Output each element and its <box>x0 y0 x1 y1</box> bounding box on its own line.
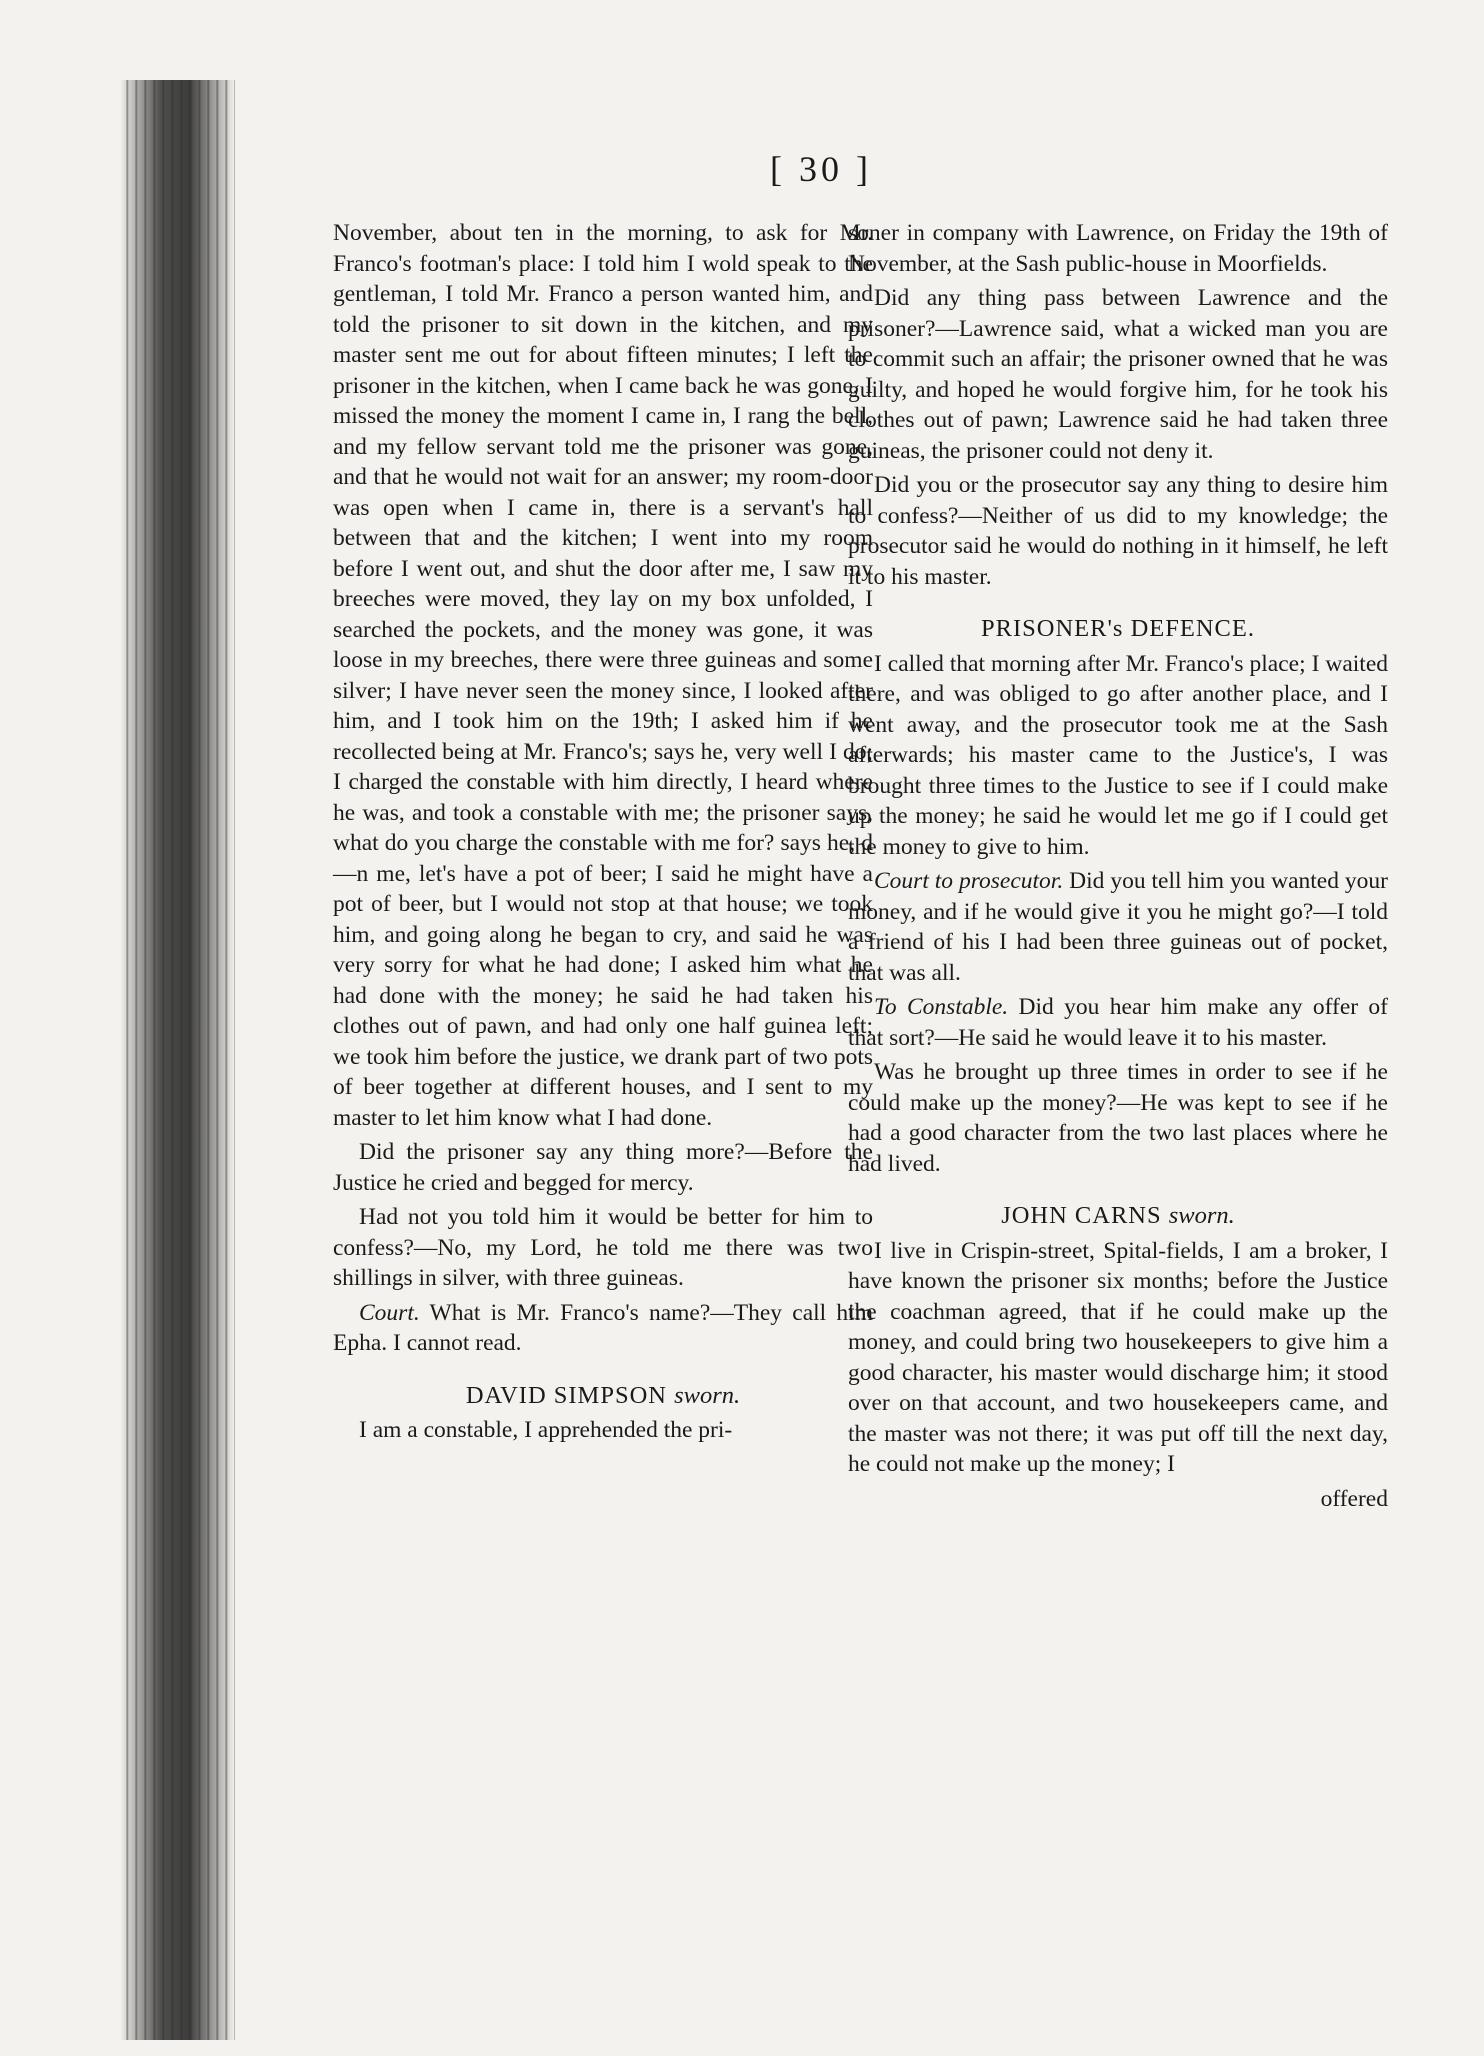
paragraph: I called that morning after Mr. Franco's place; I waited there, and was obliged to go after another place, and I went away, and the prosecutor took me at the Sash afterwards; his master came to the Justice's, I was brought three times to the Justice to see if I could make up the money; he said he would let me go if I could get the money to give to him. <box>848 650 1388 860</box>
paragraph: Was he brought up three times in order to see if he could make up the money?—He was kept to see if he had a good character from the two last places where he had lived. <box>848 1059 1388 1177</box>
speaker-label: Court to prosecutor. <box>874 868 1064 894</box>
paragraph: Did you or the prosecutor say any thing to desire him to confess?—Neither of us did to my knowledge; the prosecutor said he would do nothing in it himself, he left it to his master. <box>848 472 1388 590</box>
witness-name: DAVID SIMPSON <box>465 1381 667 1409</box>
witness-heading <box>848 1201 1388 1232</box>
speaker-label: Court. <box>359 1299 420 1326</box>
paragraph <box>848 866 1388 988</box>
catchword: offered <box>1320 1485 1388 1512</box>
witness-heading <box>333 1381 873 1412</box>
defence-heading: PRISONER's DEFENCE. <box>981 615 1255 642</box>
paragraph: Did any thing pass between Lawrence and the prisoner?—Lawrence said, what a wicked man you are to commit such an affair; the prisoner owned that he was guilty, and hoped he would forgive him, for he took his clothes out of pawn; Lawrence said he had taken three guineas, the prisoner could not deny it. <box>848 285 1388 464</box>
paragraph: I am a constable, I apprehended the pri- <box>359 1417 733 1443</box>
speaker-label: To Constable. <box>874 994 1009 1020</box>
sworn-label: sworn. <box>1168 1202 1235 1229</box>
paragraph: Had not you told him it would be better for him to confess?—No, my Lord, he told me there was two shillings in silver, with three guineas. <box>333 1204 873 1291</box>
book-binding-edge <box>120 80 235 2040</box>
paragraph: Did the prisoner say any thing more?—Before the Justice he cried and begged for mercy. <box>333 1139 873 1196</box>
paragraph-text: Did you tell him you wanted your money, and if he would give it you he might go?—I told a friend of his I had been three guineas out of pocket, that was all. <box>848 868 1388 986</box>
right-column <box>848 218 1388 1518</box>
paragraph <box>848 992 1388 1053</box>
paragraph <box>333 1298 873 1359</box>
left-column <box>333 218 873 1450</box>
witness-name: JOHN CARNS <box>1001 1202 1162 1229</box>
paragraph: soner in company with Lawrence, on Friday the 19th of November, at the Sash public-house in Moorfields. <box>848 220 1388 277</box>
paragraph: November, about ten in the morning, to ask for Mr. Franco's footman's place: I told him I wold speak to the gentleman, I told Mr. Franco a person wanted him, and told the prisoner to sit down in the kitchen, and my master sent me out for about fifteen minutes; I left the prisoner in the kitchen, when I came back he was gone, I missed the money the moment I came in, I rang the bell, and my fellow servant told me the prisoner was gone, and that he would not wait for an answer; my room-door was open when I came in, there is a servant's hall between that and the kitchen; I went into my room before I went out, and shut the door after me, I saw my breeches were moved, they lay on my box unfolded, I searched the pockets, and the money was gone, it was loose in my breeches, there were three guineas and some silver; I have never seen the money since, I looked after him, and I took him on the 19th; I asked him if he recollected being at Mr. Franco's; says he, very well I do; I charged the constable with him directly, I heard where he was, and took a constable with me; the prisoner says, what do you charge the constable with me for? says he, d—n me, let's have a pot of beer; I said he might have a pot of beer, but I would not stop at that house; we took him, and going along he began to cry, and said he was very sorry for what he had done; I asked him what he had done with the money; he said he had taken his clothes out of pawn, and had only one half guinea left; we took him before the justice, we drank part of two pots of beer together at different houses, and I sent to my master to let him know what I had done. <box>333 220 873 1131</box>
paragraph: I live in Crispin-street, Spital-fields, I am a broker, I have known the prisoner six months; before the Justice the coachman agreed, that if he could make up the money, and could bring two housekeepers to give him a good character, his master would discharge him; it stood over on that account, and two housekeepers came, and the master was not there; it was put off till the next day, he could not make up the money; I <box>848 1237 1388 1477</box>
paragraph-text: What is Mr. Franco's name?—They call him Epha. I cannot read. <box>333 1299 873 1356</box>
sworn-label: sworn. <box>674 1381 741 1409</box>
page-number: [ 30 ] <box>770 149 872 189</box>
paragraph-text: Did you hear him make any offer of that sort?—He said he would leave it to his master. <box>848 994 1388 1051</box>
